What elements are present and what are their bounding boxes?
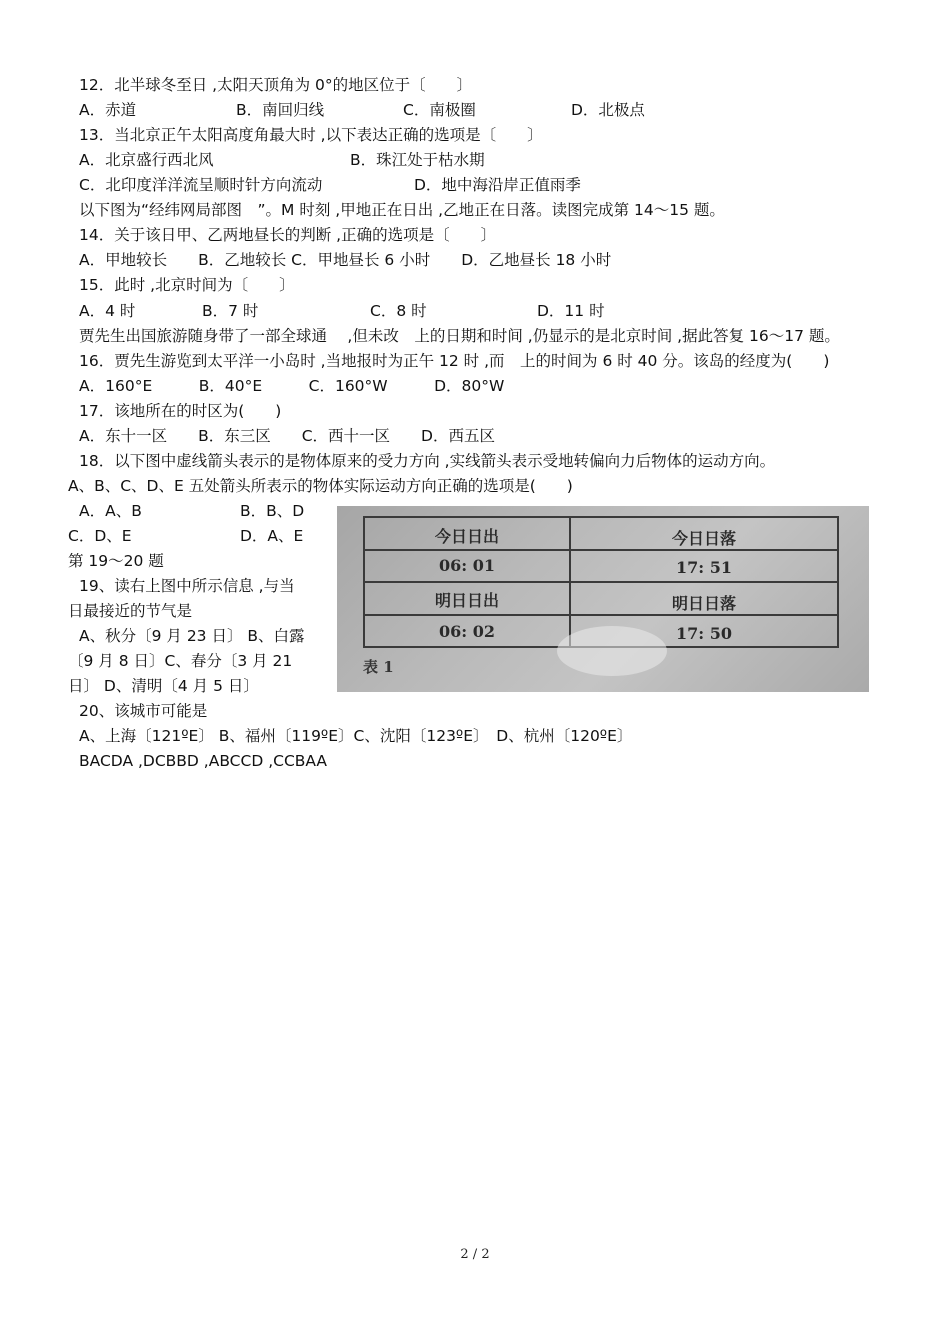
- photo-glare: [557, 626, 667, 676]
- q18-option-b: B．B、D: [240, 502, 305, 520]
- header-tomorrow-sunrise: 明日日出: [434, 591, 499, 610]
- q17-stem: 17．该地所在的时区为( ): [79, 402, 282, 420]
- q18-option-d: D．A、E: [240, 527, 304, 545]
- table-caption: 表 1: [363, 658, 394, 676]
- q13-option-d: D．地中海沿岸正值雨季: [414, 176, 581, 194]
- q19-options-line1: A、秋分〔9 月 23 日〕 B、白露: [79, 627, 305, 645]
- q15-option-b: B．7 时: [202, 302, 259, 320]
- q12-option-d: D．北极点: [571, 101, 645, 119]
- q12-option-a: A．赤道: [79, 101, 137, 119]
- q16-options: A．160°E B．40°E C．160°W D．80°W: [79, 377, 505, 395]
- q18-stem-line1: 18．以下图中虚线箭头表示的是物体原来的受力方向 ,实线箭头表示受地转偏向力后物体的运动方向。: [79, 452, 776, 470]
- q17-options: A．东十一区 B．东三区 C．西十一区 D．西五区: [79, 427, 495, 445]
- value-today-sunset: 17: 51: [675, 558, 732, 577]
- q19-stem-line1: 19、读右上图中所示信息 ,与当: [79, 577, 295, 595]
- q13-option-a: A．北京盛行西北风: [79, 151, 214, 169]
- q14-options: A．甲地较长 B．乙地较长 C．甲地昼长 6 小时 D．乙地昼长 18 小时: [79, 251, 612, 269]
- sunrise-sunset-table-photo: [337, 506, 869, 692]
- q15-option-c: C．8 时: [370, 302, 427, 320]
- header-today-sunrise: 今日日出: [434, 527, 499, 546]
- header-tomorrow-sunset: 明日日落: [671, 594, 736, 613]
- q18-option-c: C．D、E: [68, 527, 132, 545]
- table-divider: [365, 581, 837, 583]
- value-tomorrow-sunrise: 06: 02: [438, 622, 495, 641]
- q12-option-c: C．南极圈: [403, 101, 476, 119]
- q12-option-b: B．南回归线: [236, 101, 325, 119]
- q19-stem-line2: 日最接近的节气是: [68, 602, 193, 620]
- table-divider: [365, 614, 837, 616]
- page-number: 2 / 2: [460, 1247, 490, 1262]
- value-today-sunrise: 06: 01: [438, 556, 495, 575]
- q15-stem: 15．此时 ,北京时间为〔 〕: [79, 276, 295, 294]
- header-today-sunset: 今日日落: [671, 529, 736, 548]
- q15-option-a: A．4 时: [79, 302, 136, 320]
- q15-option-d: D．11 时: [537, 302, 605, 320]
- q19-options-line2: 〔9 月 8 日〕C、春分〔3 月 21: [68, 652, 293, 670]
- q12-stem: 12．北半球冬至日 ,太阳天顶角为 0°的地区位于〔 〕: [79, 76, 473, 94]
- q18-stem-line2: A、B、C、D、E 五处箭头所表示的物体实际运动方向正确的选项是( ): [68, 477, 573, 495]
- q14-intro: 以下图为“经纬网局部图 ”。M 时刻 ,甲地正在日出 ,乙地正在日落。读图完成第 14～15 题。: [79, 201, 725, 219]
- table-divider: [365, 549, 837, 551]
- q20-stem: 20、该城市可能是: [79, 702, 208, 720]
- q16-stem: 16．贾先生游览到太平洋一小岛时 ,当地报时为正午 12 时 ,而 上的时间为 6 时 40 分。该岛的经度为( ): [79, 352, 830, 370]
- q13-option-b: B．珠江处于枯水期: [350, 151, 485, 169]
- q19-options-line3: 日〕 D、清明〔4 月 5 日〕: [68, 677, 259, 695]
- q16-intro: 贾先生出国旅游随身带了一部全球通 ,但未改 上的日期和时间 ,仍显示的是北京时间 ,据此答复 16～17 题。: [79, 327, 840, 345]
- q18-option-a: A．A、B: [79, 502, 142, 520]
- answer-key: BACDA ,DCBBD ,ABCCD ,CCBAA: [79, 752, 328, 770]
- q20-options: A、上海〔121ºE〕 B、福州〔119ºE〕C、沈阳〔123ºE〕 D、杭州〔120ºE〕: [79, 727, 633, 745]
- q14-stem: 14．关于该日甲、乙两地昼长的判断 ,正确的选项是〔 〕: [79, 226, 497, 244]
- value-tomorrow-sunset: 17: 50: [675, 624, 732, 643]
- q13-stem: 13．当北京正午太阳高度角最大时 ,以下表达正确的选项是〔 〕: [79, 126, 543, 144]
- q19-intro: 第 19～20 题: [68, 552, 164, 570]
- q13-option-c: C．北印度洋洋流呈顺时针方向流动: [79, 176, 323, 194]
